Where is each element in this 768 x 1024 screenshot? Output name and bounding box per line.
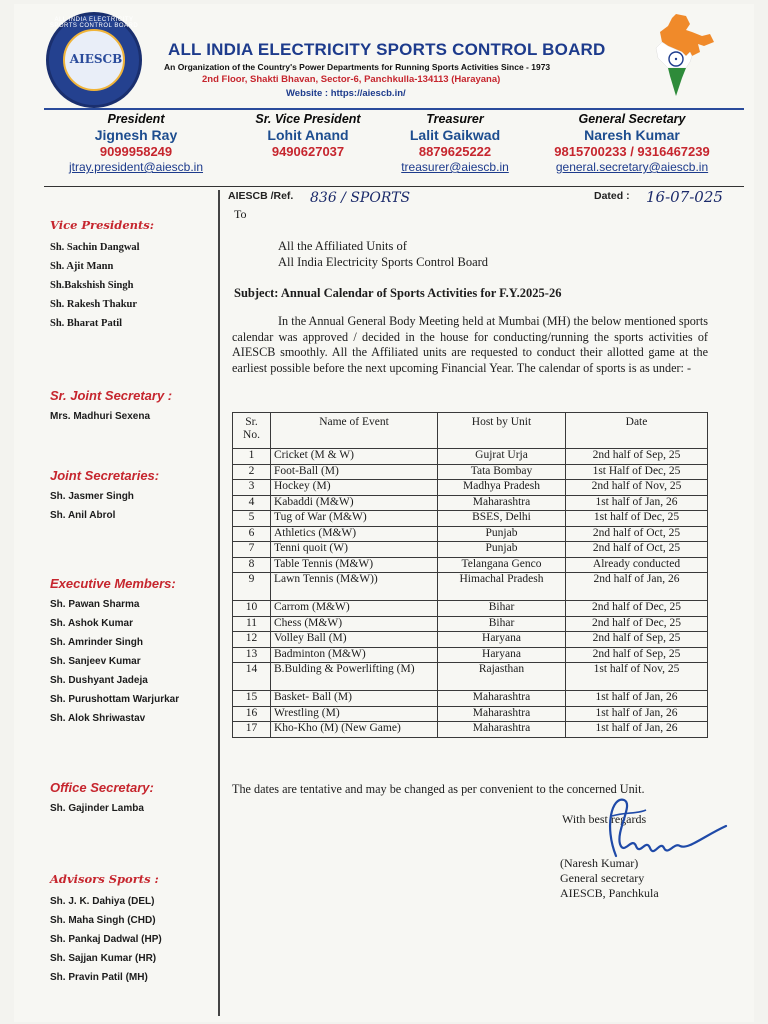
table-body [233,449,708,738]
table-row [233,449,708,465]
bearer-name: Lalit Gaikwad [409,127,501,143]
letter-paragraph: In the Annual General Body Meeting held at Mumbai (MH) the below mentioned sports calendar was approved / decided in the house for conducting/running the sports activities of AIESCB smoothly. All the Affiliated units are requested to conduct their allotted game at the earliest possible before the next upcoming Financial Year. The calendar of sports is as under: - [232,314,708,375]
table-row [233,464,708,480]
cell-date: 2nd half of Oct, 25 [566,526,708,542]
cell-sr-no: 4 [233,495,271,511]
sidebar-member: Sh. Bharat Patil [50,318,123,329]
cell-date: 2nd half of Dec, 25 [566,601,708,617]
cell-event: Cricket (M & W) [271,449,438,465]
table-row [233,632,708,648]
bearer-treasurer [380,112,530,174]
cell-sr-no: 5 [233,511,271,527]
sidebar-member: Sh. Sanjeev Kumar [50,656,141,667]
dated-handwritten: 16-07-025 [646,188,723,206]
cell-sr-no: 15 [233,691,271,707]
sidebar-office-secretary [50,780,216,814]
cell-date: 1st half of Dec, 25 [566,511,708,527]
aiescb-logo [46,12,142,108]
sidebar-heading: Office Secretary: [50,780,154,795]
cell-host: Punjab [438,526,566,542]
cell-sr-no: 6 [233,526,271,542]
table-row [233,557,708,573]
table-row [233,573,708,601]
table-row [233,616,708,632]
cell-host: Maharashtra [438,691,566,707]
sidebar-member: Sh.Bakshish Singh [50,280,134,291]
bearer-sr-vice-president [238,112,378,159]
letter-addressee [278,238,488,270]
cell-host: Rajasthan [438,663,566,691]
letter-regards: With best regards [562,812,647,826]
letter-to: To [234,207,247,221]
sidebar-member: Sh. Pravin Patil (MH) [50,972,148,983]
table-row [233,663,708,691]
cell-event: Carrom (M&W) [271,601,438,617]
sidebar-divider [218,190,220,1016]
india-map-icon [646,12,716,98]
logo-inner [63,29,125,91]
cell-event: Athletics (M&W) [271,526,438,542]
cell-host: Bihar [438,601,566,617]
cell-host: Maharashtra [438,706,566,722]
logo-text: AIESCB [69,52,123,66]
bearer-role: President [107,112,165,126]
addressee-line: All the Affiliated Units of [278,239,407,253]
signatory-org: AIESCB, Panchkula [560,886,659,900]
header-sr-no: Sr. No. [233,413,271,449]
signatory-block [560,856,659,901]
org-tagline: An Organization of the Country's Power Departments for Running Sports Activities Since - 1973 [164,62,551,72]
sidebar-member: Sh. Alok Shriwastav [50,713,146,724]
cell-host: Gujrat Urja [438,449,566,465]
reference-label: AIESCB /Ref. [228,190,294,202]
cell-date: Already conducted [566,557,708,573]
table-row [233,706,708,722]
cell-event: Kho-Kho (M) (New Game) [271,722,438,738]
letter-note: The dates are tentative and may be changed as per convenient to the concerned Unit. [232,782,645,796]
bearer-phone: 9815700233 / 9316467239 [554,144,710,159]
signatory-title: General secretary [560,871,645,885]
cell-date: 1st half of Jan, 26 [566,495,708,511]
bearer-name: Jignesh Ray [94,127,178,143]
org-address: 2nd Floor, Shakti Bhavan, Sector-6, Panchkulla-134113 (Harayana) [202,74,501,85]
sidebar-member: Sh. J. K. Dahiya (DEL) [50,896,155,907]
cell-date: 2nd half of Sep, 25 [566,647,708,663]
signatory-name: (Naresh Kumar) [560,856,639,870]
table-row [233,722,708,738]
table-row [233,495,708,511]
cell-host: Maharashtra [438,495,566,511]
sidebar-member: Sh. Ashok Kumar [50,618,133,629]
cell-date: 2nd half of Sep, 25 [566,632,708,648]
cell-event: Badminton (M&W) [271,647,438,663]
cell-host: Bihar [438,616,566,632]
addressee-line: All India Electricity Sports Control Board [278,255,489,269]
sidebar-member: Sh. Pawan Sharma [50,599,140,610]
header-event: Name of Event [271,413,438,449]
sidebar-member: Sh. Purushottam Warjurkar [50,694,180,705]
cell-date: 2nd half of Oct, 25 [566,542,708,558]
sidebar-member: Sh. Amrinder Singh [50,637,143,648]
bearer-role: Sr. Vice President [255,112,361,126]
cell-host: Maharashtra [438,722,566,738]
table-row [233,480,708,496]
table-row [233,542,708,558]
cell-event: Volley Ball (M) [271,632,438,648]
header-host: Host by Unit [438,413,566,449]
sidebar-heading: Advisors Sports : [50,872,159,886]
bearer-email-link[interactable]: general.secretary@aiescb.in [555,160,709,174]
cell-host: Tata Bombay [438,464,566,480]
bearer-phone: 9099958249 [99,144,173,159]
sidebar-member: Sh. Pankaj Dadwal (HP) [50,934,162,945]
cell-date: 2nd half of Dec, 25 [566,616,708,632]
cell-event: Tug of War (M&W) [271,511,438,527]
sidebar-heading: Executive Members: [50,576,176,591]
bearer-email-link[interactable]: jtray.president@aiescb.in [68,160,204,174]
cell-sr-no: 16 [233,706,271,722]
logo-ring-text: ALL INDIA ELECTRICITY SPORTS CONTROL BOARD [49,17,139,29]
cell-sr-no: 2 [233,464,271,480]
cell-date: 1st Half of Dec, 25 [566,464,708,480]
cell-date: 1st half of Jan, 26 [566,722,708,738]
cell-date: 1st half of Nov, 25 [566,663,708,691]
cell-sr-no: 13 [233,647,271,663]
cell-event: Kabaddi (M&W) [271,495,438,511]
sidebar-member: Sh. Anil Abrol [50,510,116,521]
org-name: ALL INDIA ELECTRICITY SPORTS CONTROL BOARD [168,40,606,59]
sidebar-member: Sh. Gajinder Lamba [50,803,144,814]
sports-calendar-table [232,412,708,738]
cell-sr-no: 11 [233,616,271,632]
bearer-role: General Secretary [578,112,686,126]
table-row [233,647,708,663]
sidebar-member: Sh. Rakesh Thakur [50,299,138,310]
cell-event: Lawn Tennis (M&W)) [271,573,438,601]
sidebar-member: Sh. Maha Singh (CHD) [50,915,156,926]
cell-sr-no: 10 [233,601,271,617]
sidebar-executive-members [50,576,216,724]
letter-page [14,4,754,1022]
cell-host: Haryana [438,647,566,663]
bearer-president [54,112,218,174]
sidebar-member: Mrs. Madhuri Sexena [50,411,151,422]
bearer-phone: 8879625222 [418,144,492,159]
cell-event: Wrestling (M) [271,706,438,722]
cell-sr-no: 1 [233,449,271,465]
bearer-general-secretary [534,112,730,174]
sidebar-member: Sh. Ajit Mann [50,261,114,272]
cell-date: 2nd half of Nov, 25 [566,480,708,496]
org-website: Website : https://aiescb.in/ [286,88,406,99]
table-header-row [233,413,708,449]
sidebar-sr-joint-secretary [50,388,216,422]
reference-number-handwritten: 836 / SPORTS [310,190,411,206]
cell-host: Punjab [438,542,566,558]
bearer-name: Naresh Kumar [584,127,680,143]
cell-sr-no: 7 [233,542,271,558]
cell-host: Madhya Pradesh [438,480,566,496]
cell-sr-no: 9 [233,573,271,601]
bearer-phone: 9490627037 [271,144,345,159]
sidebar-vice-presidents [50,218,216,329]
cell-date: 1st half of Jan, 26 [566,706,708,722]
cell-date: 1st half of Jan, 26 [566,691,708,707]
cell-event: Foot-Ball (M) [271,464,438,480]
sidebar-member: Sh. Dushyant Jadeja [50,675,148,686]
cell-sr-no: 17 [233,722,271,738]
header-date: Date [566,413,708,449]
header-divider [44,108,744,110]
dated-label: Dated : [594,190,630,202]
cell-event: Tenni quoit (W) [271,542,438,558]
bearer-name: Lohit Anand [267,127,349,143]
cell-event: Hockey (M) [271,480,438,496]
cell-host: Himachal Pradesh [438,573,566,601]
cell-sr-no: 12 [233,632,271,648]
table-row [233,511,708,527]
bearers-divider [44,186,744,187]
sidebar-member: Sh. Sachin Dangwal [50,242,140,253]
table-row [233,691,708,707]
cell-sr-no: 8 [233,557,271,573]
cell-sr-no: 14 [233,663,271,691]
cell-event: Chess (M&W) [271,616,438,632]
sidebar-heading: Joint Secretaries: [50,468,160,483]
cell-event: Table Tennis (M&W) [271,557,438,573]
cell-host: Haryana [438,632,566,648]
bearer-role: Treasurer [426,112,484,126]
bearer-email-link[interactable]: treasurer@aiescb.in [401,160,509,174]
sidebar-member: Sh. Sajjan Kumar (HR) [50,953,157,964]
sidebar-heading: Sr. Joint Secretary : [50,388,173,403]
sidebar-advisors [50,872,216,983]
cell-host: BSES, Delhi [438,511,566,527]
cell-sr-no: 3 [233,480,271,496]
sidebar-member: Sh. Jasmer Singh [50,491,134,502]
sidebar-heading: Vice Presidents: [50,218,155,232]
cell-host: Telangana Genco [438,557,566,573]
cell-event: Basket- Ball (M) [271,691,438,707]
letter-subject: Subject: Annual Calendar of Sports Activities for F.Y.2025-26 [234,286,562,300]
table-row [233,526,708,542]
cell-date: 2nd half of Jan, 26 [566,573,708,601]
sidebar-joint-secretaries [50,468,216,521]
cell-date: 2nd half of Sep, 25 [566,449,708,465]
table-row [233,601,708,617]
cell-event: B.Bulding & Powerlifting (M) [271,663,438,691]
